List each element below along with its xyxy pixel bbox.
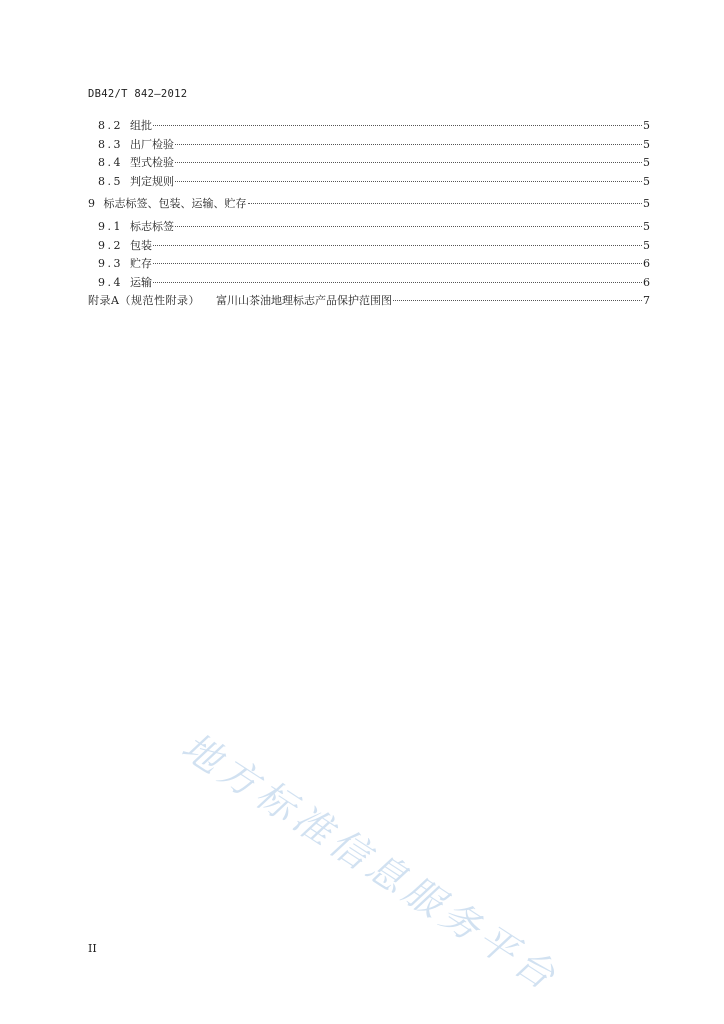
toc-entry-number: 9 bbox=[88, 197, 98, 211]
toc-entry-number: 8.4 bbox=[98, 156, 123, 170]
toc-dot-leader bbox=[153, 125, 642, 126]
toc-entry-9-1[interactable] bbox=[88, 218, 650, 237]
toc-entry-title: 标志标签、包装、运输、贮存 bbox=[103, 197, 247, 211]
toc-entry-number: 8.2 bbox=[98, 119, 123, 132]
toc-entry-page: 6 bbox=[643, 257, 650, 271]
toc-entry-number: 9.1 bbox=[98, 219, 123, 233]
toc-entry-8-4[interactable] bbox=[88, 154, 650, 173]
toc-dot-leader bbox=[175, 144, 642, 145]
toc-dot-leader bbox=[248, 203, 643, 204]
toc-entry-appendix-a[interactable] bbox=[88, 292, 650, 311]
toc-entry-number: 9.4 bbox=[98, 275, 123, 289]
toc-entry-number: 8.5 bbox=[98, 174, 123, 188]
toc-entry-9-2[interactable] bbox=[88, 237, 650, 256]
toc-entry-number: 8.3 bbox=[98, 137, 123, 151]
toc-entry-title: 出厂检验 bbox=[130, 137, 174, 151]
table-of-contents bbox=[88, 117, 650, 311]
toc-entry-9-3[interactable] bbox=[88, 255, 650, 274]
toc-entry-page: 6 bbox=[643, 275, 650, 289]
toc-entry-8-5[interactable] bbox=[88, 173, 650, 192]
toc-entry-page: 5 bbox=[643, 174, 650, 188]
toc-entry-title: 型式检验 bbox=[130, 156, 174, 170]
toc-entry-page: 5 bbox=[643, 137, 650, 151]
appendix-title: 富川山茶油地理标志产品保护范围图 bbox=[215, 294, 392, 308]
document-code: DB42/T 842—2012 bbox=[88, 88, 188, 100]
toc-entry-title: 组批 bbox=[130, 119, 152, 132]
toc-entry-number: 9.3 bbox=[98, 257, 123, 271]
toc-entry-page: 5 bbox=[643, 197, 650, 211]
appendix-page: 7 bbox=[643, 294, 650, 308]
toc-dot-leader bbox=[175, 181, 642, 182]
toc-dot-leader bbox=[153, 245, 642, 246]
toc-entry-title: 包装 bbox=[130, 238, 152, 252]
toc-entry-title: 标志标签 bbox=[130, 219, 174, 233]
toc-entry-8-3[interactable] bbox=[88, 136, 650, 155]
toc-dot-leader bbox=[153, 263, 642, 264]
toc-dot-leader bbox=[175, 162, 642, 163]
toc-entry-page: 5 bbox=[643, 238, 650, 252]
toc-entry-page: 5 bbox=[643, 219, 650, 233]
toc-entry-9[interactable] bbox=[88, 195, 650, 214]
toc-entry-page: 5 bbox=[643, 156, 650, 170]
toc-dot-leader bbox=[393, 300, 642, 301]
toc-entry-9-4[interactable] bbox=[88, 274, 650, 293]
toc-dot-leader bbox=[153, 282, 642, 283]
toc-dot-leader bbox=[175, 226, 642, 227]
appendix-label: 附录A（规范性附录） bbox=[88, 294, 200, 308]
toc-entry-title: 判定规则 bbox=[130, 174, 174, 188]
page-number: II bbox=[88, 942, 97, 955]
toc-entry-title: 运输 bbox=[130, 275, 152, 289]
watermark-text: 地方标准信息服务平台 bbox=[174, 723, 568, 1001]
toc-entry-page: 5 bbox=[643, 119, 650, 132]
toc-entry-number: 9.2 bbox=[98, 238, 123, 252]
toc-entry-8-2[interactable] bbox=[88, 117, 650, 136]
toc-entry-title: 贮存 bbox=[130, 257, 152, 271]
